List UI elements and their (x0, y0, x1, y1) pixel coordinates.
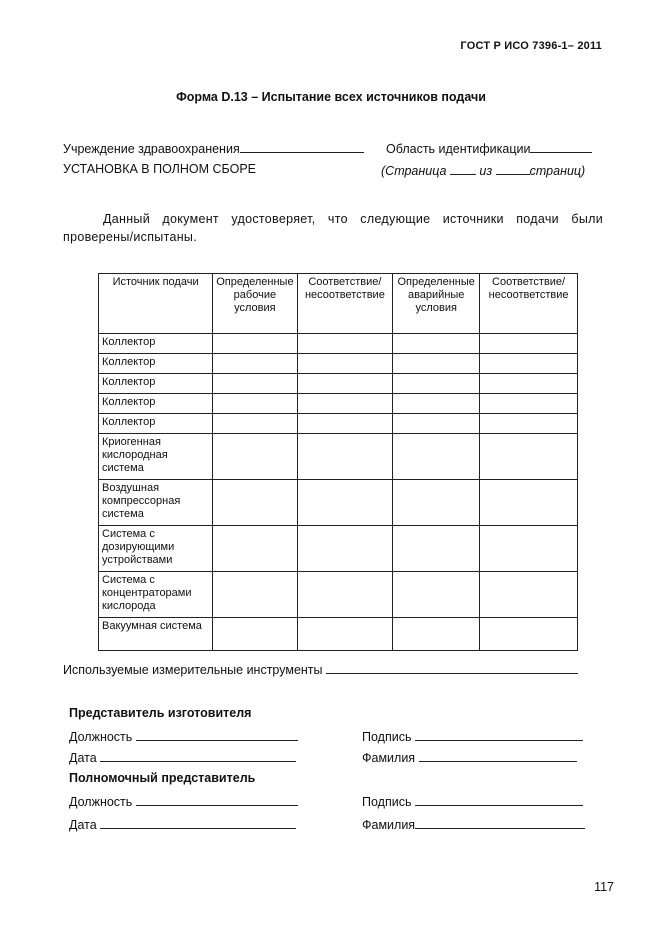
header-operating-conditions: Определенные рабочие условия (213, 274, 297, 334)
authorized-date-blank[interactable] (100, 816, 296, 829)
header-compliance-emergency: Соответствие/ несоответствие (480, 274, 578, 334)
cell-blank[interactable] (480, 618, 578, 651)
authorized-surname-line (362, 816, 585, 832)
page-blank[interactable] (450, 162, 476, 175)
manufacturer-position-blank[interactable] (136, 728, 298, 741)
sources-table (98, 273, 578, 651)
cell-blank[interactable] (393, 434, 480, 480)
authorized-position-label: Должность (69, 795, 133, 809)
row-source: Воздушная компрессорная система (99, 480, 213, 526)
manufacturer-date-line (69, 749, 296, 765)
authorized-position-line (69, 793, 298, 809)
standard-header: ГОСТ Р ИСО 7396-1– 2011 (460, 40, 602, 52)
header-emergency-conditions: Определенные аварийные условия (393, 274, 480, 334)
cell-blank[interactable] (213, 334, 297, 354)
cell-blank[interactable] (297, 572, 393, 618)
cell-blank[interactable] (297, 374, 393, 394)
page-number: 117 (594, 880, 614, 894)
manufacturer-date-label: Дата (69, 751, 97, 765)
cell-blank[interactable] (480, 414, 578, 434)
table-header-row (99, 274, 578, 334)
authorized-signature-label: Подпись (362, 795, 412, 809)
instruments-blank[interactable] (326, 661, 578, 674)
cell-blank[interactable] (480, 480, 578, 526)
cell-blank[interactable] (297, 434, 393, 480)
row-source: Система с концентраторами кислорода (99, 572, 213, 618)
identification-label: Область идентификации (386, 142, 531, 156)
authorized-signature-line (362, 793, 583, 809)
table-row (99, 526, 578, 572)
table-row (99, 394, 578, 414)
manufacturer-surname-line (362, 749, 577, 765)
cell-blank[interactable] (297, 526, 393, 572)
cell-blank[interactable] (480, 434, 578, 480)
pages-total-blank[interactable] (496, 162, 530, 175)
instruments-line (63, 661, 578, 677)
row-source: Коллектор (99, 414, 213, 434)
cell-blank[interactable] (393, 394, 480, 414)
cell-blank[interactable] (297, 618, 393, 651)
cell-blank[interactable] (480, 334, 578, 354)
instruments-label: Используемые измерительные инструменты (63, 663, 323, 677)
page-of: из (479, 164, 493, 178)
cell-blank[interactable] (393, 526, 480, 572)
cell-blank[interactable] (480, 394, 578, 414)
cell-blank[interactable] (393, 334, 480, 354)
authorized-date-line (69, 816, 296, 832)
cell-blank[interactable] (213, 526, 297, 572)
cell-blank[interactable] (213, 434, 297, 480)
cell-blank[interactable] (297, 334, 393, 354)
institution-line (63, 140, 364, 156)
cell-blank[interactable] (297, 414, 393, 434)
row-source: Вакуумная система (99, 618, 213, 651)
cell-blank[interactable] (213, 480, 297, 526)
cell-blank[interactable] (297, 480, 393, 526)
cell-blank[interactable] (213, 374, 297, 394)
form-title: Форма D.13 – Испытание всех источников подачи (176, 90, 486, 104)
institution-label: Учреждение здравоохранения (63, 142, 240, 156)
installation-label: УСТАНОВКА В ПОЛНОМ СБОРЕ (63, 162, 256, 176)
table-row (99, 618, 578, 651)
manufacturer-signature-label: Подпись (362, 730, 412, 744)
page-suffix: страниц) (529, 164, 586, 178)
row-source: Криогенная кислородная система (99, 434, 213, 480)
table-row (99, 374, 578, 394)
table-row (99, 414, 578, 434)
cell-blank[interactable] (393, 354, 480, 374)
institution-blank[interactable] (240, 140, 364, 153)
cell-blank[interactable] (393, 480, 480, 526)
row-source: Коллектор (99, 394, 213, 414)
manufacturer-surname-blank[interactable] (419, 749, 577, 762)
row-source: Коллектор (99, 354, 213, 374)
table-row (99, 334, 578, 354)
authorized-position-blank[interactable] (136, 793, 298, 806)
cell-blank[interactable] (213, 394, 297, 414)
row-source: Коллектор (99, 374, 213, 394)
page-range-line (381, 162, 585, 178)
authorized-date-label: Дата (69, 818, 97, 832)
cell-blank[interactable] (297, 354, 393, 374)
cell-blank[interactable] (480, 526, 578, 572)
identification-blank[interactable] (530, 140, 592, 153)
row-source: Система с дозирующими устройствами (99, 526, 213, 572)
cell-blank[interactable] (213, 414, 297, 434)
cell-blank[interactable] (480, 354, 578, 374)
identification-line (386, 140, 592, 156)
header-compliance-operating: Соответствие/ несоответствие (297, 274, 393, 334)
page-prefix: (Страница (381, 164, 447, 178)
intro-text: Данный документ удостоверяет, что следующие источники подачи были проверены/испытаны. (63, 212, 603, 244)
authorized-title: Полномочный представитель (69, 771, 256, 785)
manufacturer-position-label: Должность (69, 730, 133, 744)
table-row (99, 480, 578, 526)
cell-blank[interactable] (393, 618, 480, 651)
table-row (99, 354, 578, 374)
cell-blank[interactable] (213, 572, 297, 618)
manufacturer-position-line (69, 728, 298, 744)
cell-blank[interactable] (213, 618, 297, 651)
manufacturer-signature-blank[interactable] (415, 728, 583, 741)
manufacturer-signature-line (362, 728, 583, 744)
cell-blank[interactable] (297, 394, 393, 414)
cell-blank[interactable] (393, 572, 480, 618)
table-row (99, 434, 578, 480)
cell-blank[interactable] (480, 374, 578, 394)
header-source: Источник подачи (99, 274, 213, 334)
cell-blank[interactable] (213, 354, 297, 374)
manufacturer-surname-label: Фамилия (362, 751, 416, 765)
authorized-surname-blank[interactable] (415, 816, 585, 829)
authorized-signature-blank[interactable] (415, 793, 583, 806)
manufacturer-date-blank[interactable] (100, 749, 296, 762)
authorized-surname-label: Фамилия (362, 818, 416, 832)
cell-blank[interactable] (480, 572, 578, 618)
cell-blank[interactable] (393, 414, 480, 434)
table-row (99, 572, 578, 618)
manufacturer-title: Представитель изготовителя (69, 706, 252, 720)
row-source: Коллектор (99, 334, 213, 354)
cell-blank[interactable] (393, 374, 480, 394)
